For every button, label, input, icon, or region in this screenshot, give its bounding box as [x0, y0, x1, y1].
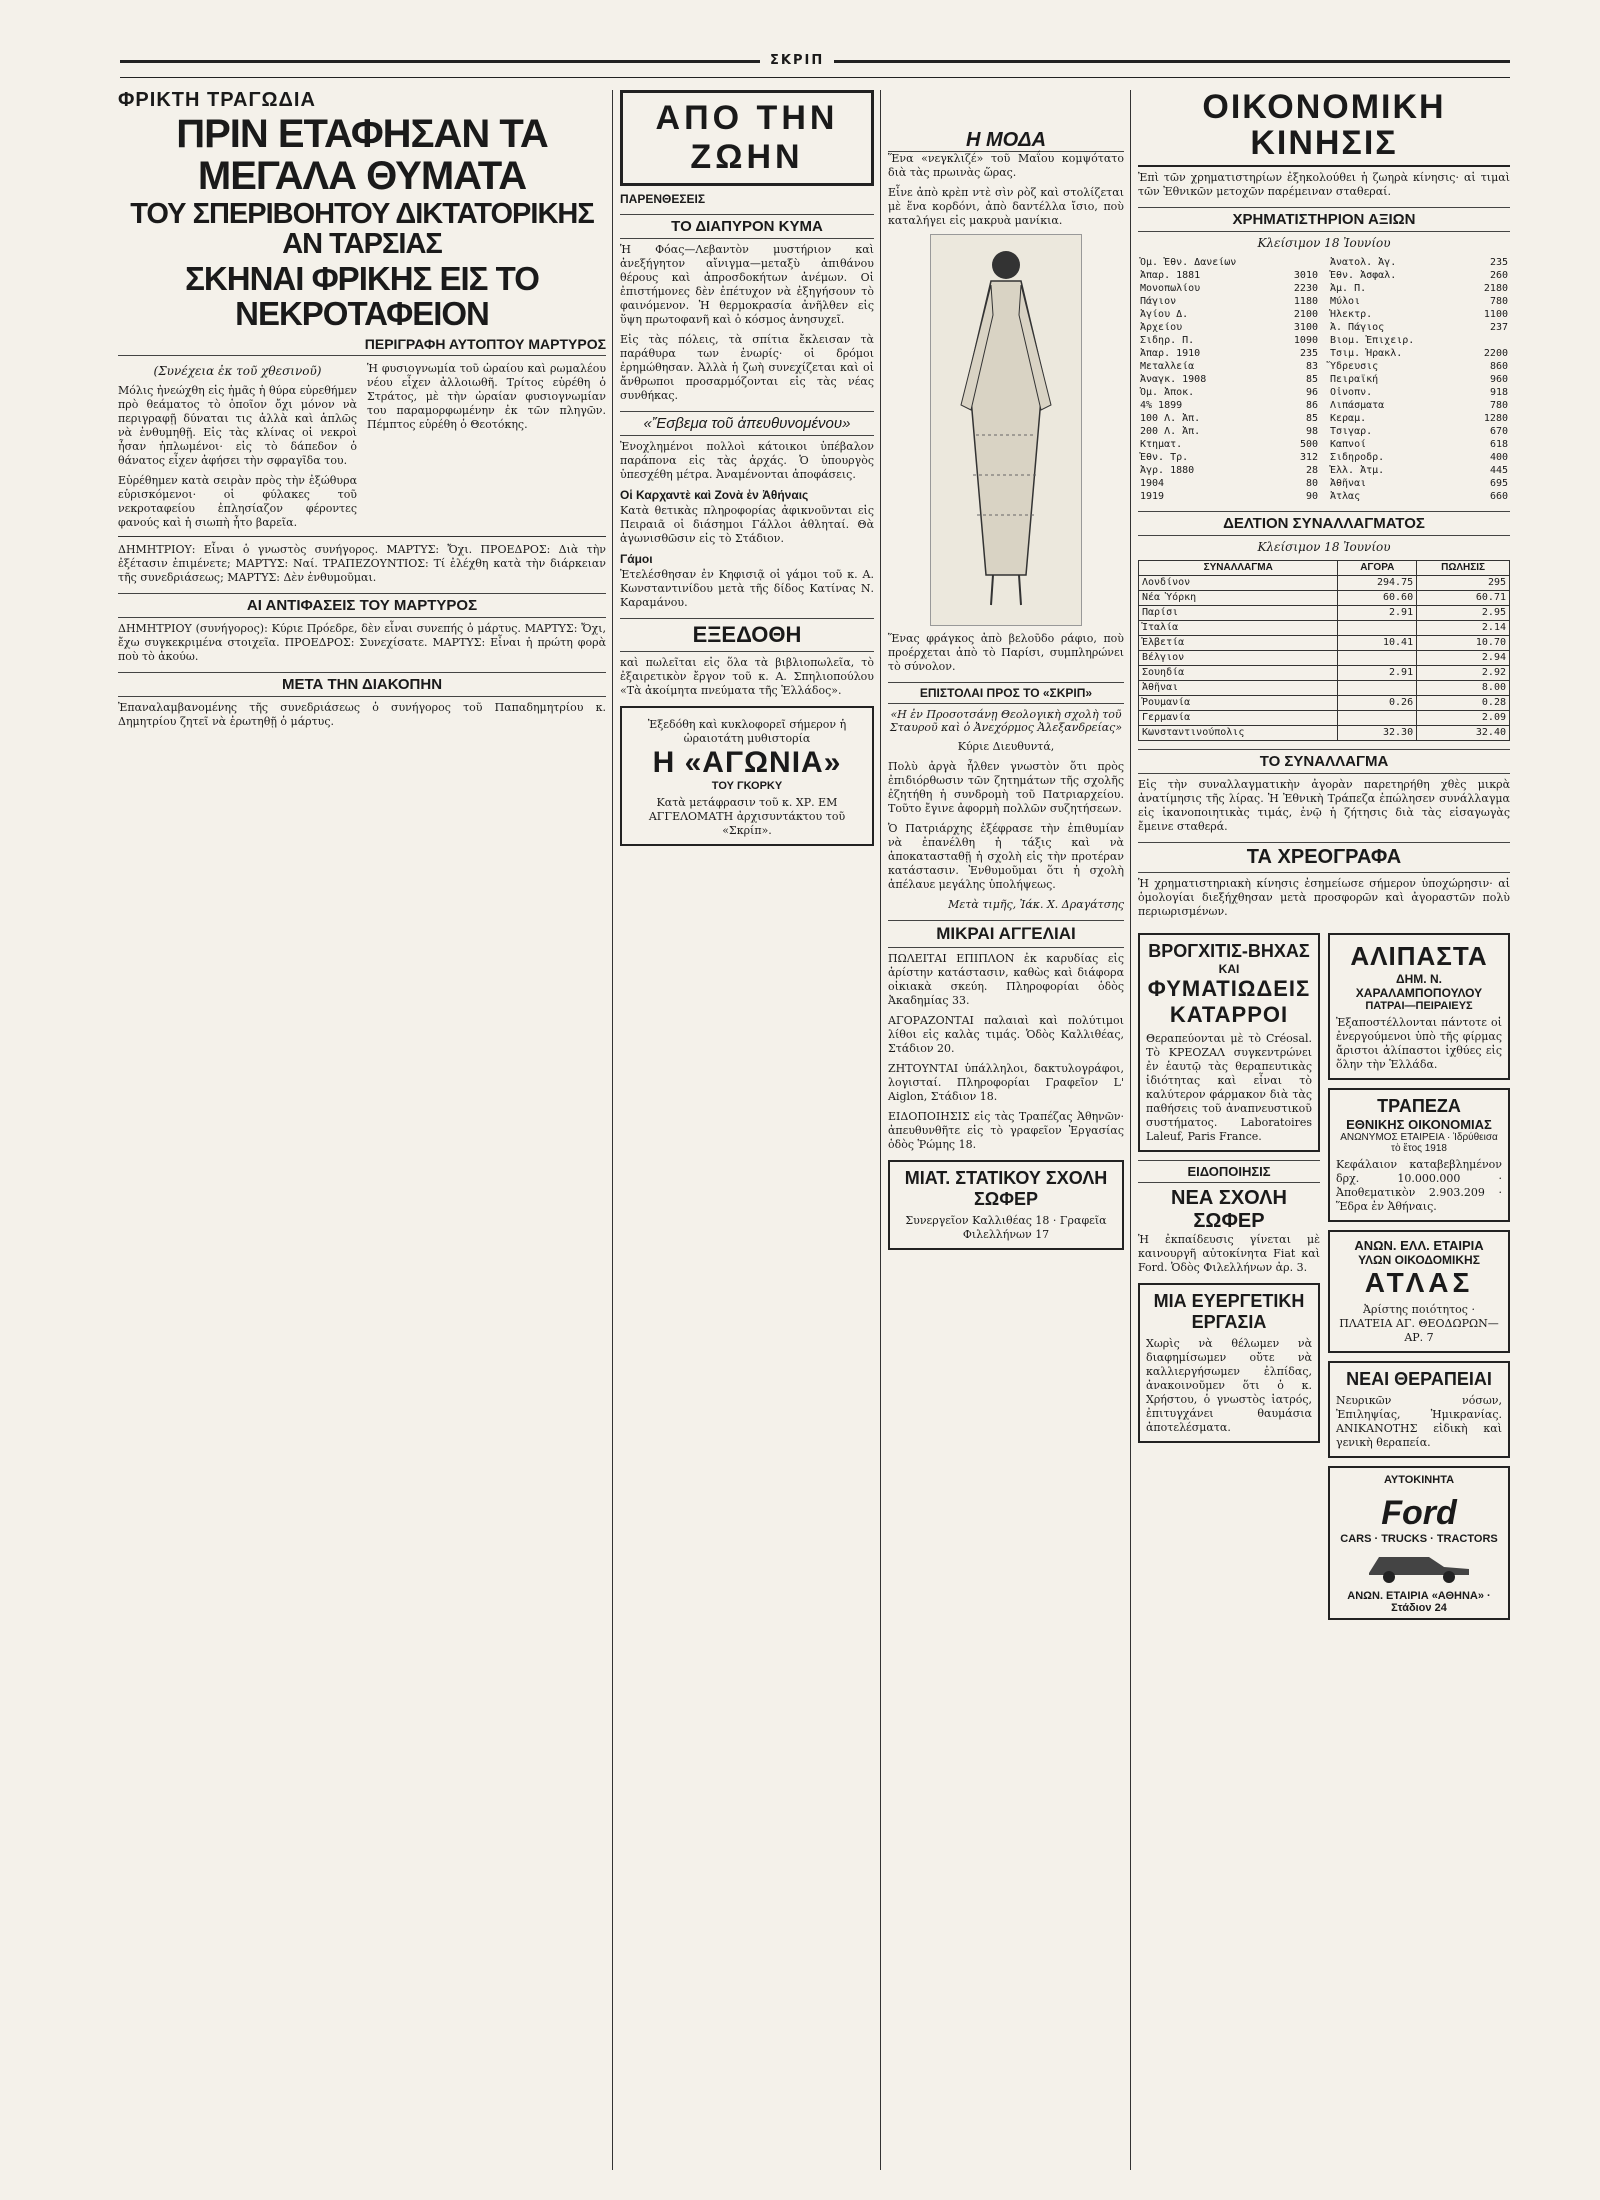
advert-title: ΑΝΩΝ. ΕΛΛ. ΕΤΑΙΡΙΑ	[1354, 1238, 1484, 1254]
driving-school-advert	[888, 1160, 1124, 1250]
masthead-rule	[120, 53, 1510, 78]
fx-row	[1139, 666, 1510, 681]
bourse-table-left	[1138, 256, 1320, 503]
quote-name: 100 Λ. Ἀπ.	[1140, 413, 1201, 425]
quote-value: 1100	[1483, 309, 1508, 321]
quote-row	[1328, 477, 1510, 490]
advert-subtitle: ΠΑΤΡΑΙ—ΠΕΙΡΑΙΕΥΣ	[1365, 1000, 1473, 1013]
advert-title: ΝΕΑΙ ΘΕΡΑΠΕΙΑΙ	[1346, 1369, 1492, 1390]
letter-text: Πολὺ ἀργὰ ἦλθεν γνωστὸν ὅτι πρὸς ἐπιδιόρθωσιν τῶν ζητημάτων τῆς σχολῆς ἐζητήθη ἡ συνδρομὴ τοῦ Πατριαρχείου. Τοῦτο ἔγινε ἀφορμὴ πολλῶν συζητήσεων.	[888, 760, 1124, 815]
quote-value: 3010	[1293, 270, 1318, 282]
fx-rate: 2.95	[1417, 606, 1510, 621]
quote-name: Ἀθῆναι	[1330, 478, 1367, 490]
quote-row	[1138, 256, 1320, 269]
advert-footer: Κατὰ μετάφρασιν τοῦ κ. ΧΡ. ΕΜ ΑΓΓΕΛΟΜΑΤΗ ἀρχισυντάκτου τοῦ «Σκρίπ».	[648, 796, 846, 837]
fashion-text: Ἕνας φράγκος ἀπὸ βελοῦδο ράφιο, ποὺ προέρχεται ἀπὸ τὸ Παρίσι, συμπληρώνει τὸ σύνολον.	[888, 632, 1124, 673]
classified-item: ΕΙΔΟΠΟΙΗΣΙΣ εἰς τὰς Τραπέζας Ἀθηνῶν· ἀπευθυνθῆτε εἰς τὸ γραφεῖον Ἐργασίας ὁδὸς Ῥώμης 18.	[888, 1110, 1124, 1151]
quote-value: 85	[1305, 374, 1318, 386]
fx-row	[1139, 606, 1510, 621]
quote-name: Καπνοί	[1330, 439, 1367, 451]
advert-text: Νευρικῶν νόσων, Ἐπιληψίας, Ἡμικρανίας. ΑΝΙΚΑΝΟΤΗΣ εἰδικὴ καὶ γενικὴ θεραπεία.	[1336, 1394, 1502, 1450]
quote-name: Ἀρχείου	[1140, 322, 1183, 334]
fx-rate: 2.91	[1338, 666, 1417, 681]
advert-subtitle: ΤΟΥ ΓΚΟΡΚΥ	[711, 780, 783, 792]
section-title-box: ΑΠΟ ΤΗΝ ΖΩΗΝ	[620, 90, 874, 186]
quote-name: 1904	[1140, 478, 1165, 490]
quote-row	[1138, 295, 1320, 308]
quote-value: 695	[1489, 478, 1508, 490]
quote-value: 28	[1305, 465, 1318, 477]
quote-value: 780	[1489, 400, 1508, 412]
advert-subtitle: ΥΛΩΝ ΟΙΚΟΔΟΜΙΚΗΣ	[1358, 1253, 1480, 1268]
quote-row	[1328, 360, 1510, 373]
trial-dialog: Ἐπαναλαμβανομένης τῆς συνεδριάσεως ὁ συνήγορος τοῦ Παπαδημητρίου κ. Δημητρίου ζητεῖ νὰ ἐρωτηθῇ ὁ μάρτυς.	[118, 700, 606, 728]
quote-row	[1328, 373, 1510, 386]
classified-item: ΠΩΛΕΙΤΑΙ ΕΠΙΠΛΟΝ ἐκ καρυδίας εἰς ἀρίστην κατάστασιν, καθὼς καὶ διάφορα οἰκιακὰ σκεύη. Πληροφορίαι ὁδὸς Ἀκαδημίας 33.	[888, 952, 1124, 1007]
quote-name: Σιδηρ. Π.	[1140, 335, 1195, 347]
quote-row	[1138, 347, 1320, 360]
column-rule	[1130, 90, 1131, 2170]
story-text: Ἐτελέσθησαν ἐν Κηφισιᾷ οἱ γάμοι τοῦ κ. Α. Κωνσταντινίδου μετὰ τῆς δίδος Κατίνας Ν. Καραμάνου.	[620, 568, 874, 609]
quote-name: Πάγιον	[1140, 296, 1177, 308]
quote-row	[1138, 412, 1320, 425]
quote-value: 80	[1305, 478, 1318, 490]
driving-school-text: Ἡ ἐκπαίδευσις γίνεται μὲ καινουργῆ αὐτοκίνητα Fiat καὶ Ford. Ὁδὸς Φιλελλήνων ἀρ. 3.	[1138, 1233, 1320, 1275]
quote-row	[1328, 282, 1510, 295]
fx-rate: 0.26	[1338, 696, 1417, 711]
letter-text: Ὁ Πατριάρχης ἐξέφρασε τὴν ἐπιθυμίαν νὰ ἐπανέλθη ἡ τάξις καὶ νὰ ἀποκατασταθῇ ἡ σχολὴ εἰς τὴν προτέραν κατάστασιν. Ἐνθυμοῦμαι ὅτι ἡ σχολὴ ἀπέλαυε μεγάλης ὑπολήψεως.	[888, 822, 1124, 891]
quote-value: 860	[1489, 361, 1508, 373]
quote-name: Ὁμ. Ἐθν. Δανείων	[1140, 257, 1237, 269]
lead-paragraph: Εὑρέθημεν κατὰ σειρὰν πρὸς τὴν ἐξώθυρα εὑρισκόμενοι· οἱ φύλακες τοῦ νεκροταφείου ἐπλησίαζον φέροντες φανούς καὶ ἡ σιωπὴ ἦτο βαρεῖα.	[118, 473, 357, 529]
masthead-title: ΣΚΡΙΠ	[760, 53, 834, 68]
quote-row	[1328, 308, 1510, 321]
quote-value: 90	[1305, 491, 1318, 503]
classified-item: ΖΗΤΟΥΝΤΑΙ ὑπάλληλοι, δακτυλογράφοι, λογισταί. Πληροφορίαι Γραφεῖον L' Aiglon, Στάδιον 18.	[888, 1062, 1124, 1103]
advert-subtitle: ΔΗΜ. Ν. ΧΑΡΑΛΑΜΠΟΠΟΥΛΟΥ	[1355, 972, 1483, 1001]
advert-title: ΤΡΑΠΕΖΑ	[1377, 1096, 1461, 1117]
quote-value: 445	[1489, 465, 1508, 477]
story-text: Ἐνοχλημένοι πολλοὶ κάτοικοι ὑπέβαλον παράπονα εἰς τὰς ἀρχάς. Ὁ ὑπουργὸς ὑπεσχέθη μέτρα. Ἀναμένονται ἀποφάσεις.	[620, 440, 874, 481]
fx-rate: 295	[1417, 576, 1510, 591]
quote-value: 1180	[1293, 296, 1318, 308]
quote-name: Κτηματ.	[1140, 439, 1183, 451]
fx-rate: 10.41	[1338, 636, 1417, 651]
advert-text: Θεραπεύονται μὲ τὸ Créosal. Τὸ ΚΡΕΟΖΑΛ συγκεντρώνει ἐν ἑαυτῷ τὰς θεραπευτικὰς ἰδιότητας καὶ εἶναι τὸ καλύτερον φάρμακον διὰ τὰς παθήσεις τοῦ ἀναπνευστικοῦ συστήματος. Laboratoires Laleuf, Paris France.	[1146, 1032, 1312, 1144]
story-text: Κατὰ θετικὰς πληροφορίας ἀφικνοῦνται εἰς Πειραιᾶ οἱ διάσημοι Γάλλοι ἀθληταί. Θὰ ἀγωνισθῶσιν εἰς τὸ Στάδιον.	[620, 504, 874, 545]
fx-heading: ΔΕΛΤΙΟΝ ΣΥΝΑΛΛΑΓΜΑΤΟΣ	[1138, 511, 1510, 536]
fx-currency: Ῥουμανία	[1139, 696, 1338, 711]
bourse-table-right	[1328, 256, 1510, 503]
quote-name: Ἀναγκ. 1908	[1140, 374, 1207, 386]
column-from-life	[620, 90, 874, 854]
car-icon	[1359, 1545, 1479, 1585]
quote-name: Ἀπαρ. 1910	[1140, 348, 1201, 360]
column-fashion-letters	[888, 130, 1124, 1258]
quote-name: Οἰνοπν.	[1330, 387, 1373, 399]
quote-value: 660	[1489, 491, 1508, 503]
fx-row	[1139, 726, 1510, 741]
fx-currency: Σουηδία	[1139, 666, 1338, 681]
column-rule	[612, 90, 613, 2170]
announcement-text: καὶ πωλεῖται εἰς ὅλα τὰ βιβλιοπωλεῖα, τὸ ἐξαιρετικὸν ἔργον τοῦ κ. Α. Σπηλιοπούλου «Τὰ ἀκοίμητα πνεύματα τῆς Ἑλλάδος».	[620, 656, 874, 697]
quote-name: 1919	[1140, 491, 1165, 503]
fx-rate	[1338, 651, 1417, 666]
fx-row	[1139, 636, 1510, 651]
quote-name: Τσιμ. Ἡρακλ.	[1330, 348, 1403, 360]
quote-row	[1138, 373, 1320, 386]
quote-row	[1138, 451, 1320, 464]
classified-item: ΑΓΟΡΑΖΟΝΤΑΙ παλαιαὶ καὶ πολύτιμοι λίθοι εἰς καλὰς τιμάς. Ὁδὸς Καλλιθέας, Στάδιον 20.	[888, 1014, 1124, 1055]
quote-name: Ὕδρευσις	[1330, 361, 1379, 373]
quote-row	[1138, 360, 1320, 373]
bonds-heading: ΤΑ ΧΡΕΟΓΡΑΦΑ	[1138, 842, 1510, 873]
fx-rate: 60.71	[1417, 591, 1510, 606]
fx-rate: 32.30	[1338, 726, 1417, 741]
fx-rate: 2.94	[1417, 651, 1510, 666]
section-heading: ΜΕΤΑ ΤΗΝ ΔΙΑΚΟΠΗΝ	[118, 672, 606, 697]
fx-currency: Λονδίνον	[1139, 576, 1338, 591]
bourse-date: Κλείσιμον 18 Ἰουνίου	[1257, 236, 1391, 251]
quote-name: Ἠλεκτρ.	[1330, 309, 1373, 321]
quote-value: 83	[1305, 361, 1318, 373]
fx-currency: Ἰταλία	[1139, 621, 1338, 636]
fx-rate	[1338, 681, 1417, 696]
quote-value: 618	[1489, 439, 1508, 451]
letter-greeting: Κύριε Διευθυντά,	[957, 740, 1055, 753]
quote-name: Ἀπαρ. 1881	[1140, 270, 1201, 282]
story-text: Ἡ Φόας—Λεβαντὸν μυστήριον καὶ ἀνεξήγητον αἴνιγμα—μεταξὺ ἀπιθάνου θέρους καὶ ἀπροσδοκήτων ἀνέμων. Οἱ ἐπιστήμονες δὲν ἐπέτυχον νὰ ἐξηγήσουν τὸ φαινόμενον. Ἡ θερμοκρασία ἀνῆλθεν εἰς ὕψη πρωτοφανῆ καὶ ὁ κόσμος ἀνησυχεῖ.	[620, 243, 874, 326]
alipasta-advert	[1328, 933, 1510, 1080]
quote-value: 500	[1299, 439, 1318, 451]
quote-name: Μεταλλεία	[1140, 361, 1195, 373]
therapy-advert	[1328, 1361, 1510, 1458]
quote-row	[1328, 399, 1510, 412]
bonds-text: Ἡ χρηματιστηριακὴ κίνησις ἐσημείωσε σήμερον ὑποχώρησιν· αἱ ὁμολογίαι διεξήχθησαν μετὰ προσφορῶν καὶ ἀγοραστῶν πολὺ περιωρισμένων.	[1138, 877, 1510, 919]
fx-currency: Γερμανία	[1139, 711, 1338, 726]
treatment-advert	[1138, 1283, 1320, 1443]
advert-title: ΒΡΟΓΧΙΤΙΣ-ΒΗΧΑΣ	[1148, 941, 1310, 962]
quote-row	[1138, 464, 1320, 477]
quote-name: Βιομ. Ἐπιχειρ.	[1330, 335, 1415, 347]
quote-name: Σιδηροδρ.	[1330, 452, 1385, 464]
quote-value: 780	[1489, 296, 1508, 308]
fx-rate: 2.91	[1338, 606, 1417, 621]
column-lead-story	[118, 90, 606, 735]
advert-title: ΑΛΙΠΑΣΤΑ	[1350, 941, 1488, 972]
fx-currency: Ἀθῆναι	[1139, 681, 1338, 696]
advert-intro: Ἐξεδόθη καὶ κυκλοφορεῖ σήμερον ἡ ὡραιοτάτη μυθιστορία	[647, 718, 847, 745]
advert-subtitle: CARS · TRUCKS · TRACTORS	[1340, 1533, 1498, 1546]
fx-row	[1139, 711, 1510, 726]
quote-value: 96	[1305, 387, 1318, 399]
quote-name: Ἀτλας	[1330, 491, 1361, 503]
fx-note: Εἰς τὴν συναλλαγματικὴν ἀγορὰν παρετηρήθη χθὲς μικρὰ ἀνατίμησις τῆς λίρας. Ἡ Ἐθνικὴ Τράπεζα ἐπώλησεν συνάλλαγμα εἰς ἱκανοποιητικὰς τιμάς, ἐνῷ ἡ ζήτησις διὰ τὰς εἰσαγωγὰς ἔμεινε σταθερά.	[1138, 778, 1510, 834]
fx-rate: 0.28	[1417, 696, 1510, 711]
quote-name: Πειραϊκή	[1330, 374, 1379, 386]
quote-row	[1328, 425, 1510, 438]
quote-value: 918	[1489, 387, 1508, 399]
lead-paragraph: Μόλις ἠνεώχθη εἰς ἡμᾶς ἡ θύρα εὐρεθήμεν πρὸ θεάματος τὸ ὁποῖον ὄχι μόνον νὰ περιγραφῇ δύναται τις ἀλλὰ καὶ ἁπλῶς νὰ ἐνθυμηθῇ. Εἰς τὰς κλίνας οἱ νεκροὶ ἦσαν ἠπλωμένοι· εἰς τὸ δάπεδον ὁ θάνατος εἶχεν ἀφήσει τὴν σφραγῖδα του.	[118, 383, 357, 467]
quote-name: Λιπάσματα	[1330, 400, 1385, 412]
fashion-text: Ἕνα «νεγκλιζέ» τοῦ Μαΐου κομψότατο διὰ τὰς πρωινὰς ὥρας.	[888, 152, 1124, 179]
quote-value: 3100	[1293, 322, 1318, 334]
quote-value: 400	[1489, 452, 1508, 464]
quote-row	[1138, 438, 1320, 451]
quote-name: Ἀμ. Π.	[1330, 283, 1367, 295]
fx-rate: 32.40	[1417, 726, 1510, 741]
story-heading: ΤΟ ΔΙΑΠΥΡΟΝ ΚΥΜΑ	[620, 214, 874, 239]
advert-text: Χωρὶς νὰ θέλωμεν νὰ διαφημίσωμεν οὔτε νὰ καλλιεργήσωμεν ἐλπίδας, ἀνακοινοῦμεν ὅτι ὁ κ. Χρήστου, ὁ γνωστὸς ἰατρός, ἐπιτυγχάνει θαυμάσια ἀποτελέσματα.	[1146, 1337, 1312, 1435]
advert-subtitle: ΕΘΝΙΚΗΣ ΟΙΚΟΝΟΜΙΑΣ	[1346, 1117, 1492, 1133]
fx-row	[1139, 591, 1510, 606]
quote-value: 85	[1305, 413, 1318, 425]
quote-row	[1328, 334, 1510, 347]
fx-table	[1138, 560, 1510, 741]
quote-row	[1328, 464, 1510, 477]
announcement-heading: ΕΞΕΔΟΘΗ	[620, 618, 874, 652]
fx-column-header: ΠΩΛΗΣΙΣ	[1417, 561, 1510, 576]
letters-heading: ΕΠΙΣΤΟΛΑΙ ΠΡΟΣ ΤΟ «ΣΚΡΙΠ»	[888, 682, 1124, 704]
quote-name: Τσιγαρ.	[1330, 426, 1373, 438]
fx-column-header: ΣΥΝΑΛΛΑΓΜΑ	[1139, 561, 1338, 576]
quote-row	[1328, 256, 1510, 269]
advert-footer: ΑΝΩΝ. ΕΤΑΙΡΙΑ «ΑΘΗΝΑ» · Στάδιον 24	[1347, 1590, 1491, 1615]
advert-title: Η «ΑΓΩΝΙΑ»	[652, 746, 842, 779]
letter-signature: Μετὰ τιμῆς, Ἰάκ. Χ. Δραγάτσης	[948, 898, 1124, 911]
bourse-heading: ΧΡΗΜΑΤΙΣΤΗΡΙΟΝ ΑΞΙΩΝ	[1138, 207, 1510, 232]
quote-row	[1138, 321, 1320, 334]
trial-dialog: ΔΗΜΗΤΡΙΟΥ (συνήγορος): Κύριε Πρόεδρε, δὲν εἶναι συνεπής ὁ μάρτυς. ΜΑΡΤΥΣ: Ὄχι, ἔχω συγκεκριμένα στοιχεῖα. ΠΡΟΕΔΡΟΣ: Συνεχίσατε. ΜΑΡΤΥΣ: Εἶναι ἡ πρώτη φορὰ ποὺ τὸ ἀκούω.	[118, 621, 606, 663]
advert-text: Ἀρίστης ποιότητος · ΠΛΑΤΕΙΑ ΑΓ. ΘΕΟΔΩΡΩΝ—ΑΡ. 7	[1339, 1303, 1499, 1345]
letter-subject: «Η ἐν Προσοτσάνῃ Θεολογικὴ σχολὴ τοῦ Σταυροῦ καὶ ὁ Ἀνεχόρμος Ἀλεξανδρείας»	[889, 708, 1123, 734]
fx-rate	[1338, 711, 1417, 726]
quote-value: 235	[1299, 348, 1318, 360]
story-heading: Οἱ Καρχαντὲ καὶ Ζονὰ ἐν Ἀθήναις	[620, 488, 809, 502]
continuation-note: (Συνέχεια ἐκ τοῦ χθεσινοῦ)	[153, 363, 322, 378]
quote-value: 1090	[1293, 335, 1318, 347]
lead-kicker: ΦΡΙΚΤΗ ΤΡΑΓΩΔΙΑ	[118, 89, 316, 111]
advert-text: Ἐξαποστέλλονται πάντοτε οἱ ἐνεργούμενοι ὑπὸ τῆς φίρμας ἄριστοι ἀλίπαστοι ἰχθύες εἰς ὅλην τὴν Ἑλλάδα.	[1336, 1016, 1502, 1072]
story-heading: «Ἔσβεμα τοῦ ἀπευθυνομένου»	[620, 411, 874, 436]
fashion-illustration	[930, 234, 1082, 626]
bank-advert	[1328, 1088, 1510, 1222]
quote-name: Ἀνατολ. Ἀγ.	[1330, 257, 1397, 269]
novel-advert	[620, 706, 874, 846]
advert-title: ΜΙΑ ΕΥΕΡΓΕΤΙΚΗ ΕΡΓΑΣΙΑ	[1153, 1291, 1305, 1333]
quote-name: Ἑλλ. Ἀτμ.	[1330, 465, 1385, 477]
fx-rate: 2.14	[1417, 621, 1510, 636]
quote-row	[1138, 269, 1320, 282]
driving-school-title: ΝΕΑ ΣΧΟΛΗ ΣΩΦΕΡ	[1171, 1187, 1287, 1233]
classifieds-heading: ΜΙΚΡΑΙ ΑΓΓΕΛΙΑΙ	[888, 920, 1124, 948]
fx-row	[1139, 681, 1510, 696]
fx-rate: 294.75	[1338, 576, 1417, 591]
lead-subhead: ΠΕΡΙΓΡΑΦΗ ΑΥΤΟΠΤΟΥ ΜΑΡΤΥΡΟΣ	[118, 337, 606, 356]
ford-logo-icon: Ford	[1381, 1494, 1457, 1533]
fx-rate: 2.09	[1417, 711, 1510, 726]
dress-figure-icon	[931, 235, 1081, 625]
quote-row	[1138, 399, 1320, 412]
quote-value	[1466, 334, 1510, 347]
quote-row	[1138, 477, 1320, 490]
quote-value: 312	[1299, 452, 1318, 464]
fashion-text: Εἶνε ἀπὸ κρὲπ ντὲ σὶν ρὸζ καὶ στολίζεται μὲ ἕνα κορδόνι, ἀπὸ δαντέλλα ἴσιο, ποὺ καταλήγει εἰς μακρυὰ μανίκια.	[888, 186, 1124, 227]
quote-row	[1138, 425, 1320, 438]
quote-row	[1328, 321, 1510, 334]
lead-headline-3: ΣΚΗΝΑΙ ΦΡΙΚΗΣ ΕΙΣ ΤΟ ΝΕΚΡΟΤΑΦΕΙΟΝ	[185, 259, 539, 332]
quote-name: Ἀγίου Δ.	[1140, 309, 1189, 321]
quote-row	[1328, 386, 1510, 399]
quote-row	[1138, 334, 1320, 347]
notice-heading: ΕΙΔΟΠΟΙΗΣΙΣ	[1138, 1160, 1320, 1183]
advert-title: ΦΥΜΑΤΙΩΔΕΙΣ ΚΑΤΑΡΡΟΙ	[1147, 976, 1311, 1028]
advert-title: ΑΤΛΑΣ	[1364, 1267, 1474, 1299]
quote-name: Ὀμ. Ἀποκ.	[1140, 387, 1195, 399]
advert-subtitle: ΑΝΩΝΥΜΟΣ ΕΤΑΙΡΕΙΑ · Ἱδρύθεισα τὸ ἔτος 1918	[1340, 1132, 1498, 1155]
quote-row	[1328, 347, 1510, 360]
advert-text: Συνεργεῖον Καλλιθέας 18 · Γραφεῖα Φιλελλήνων 17	[905, 1214, 1107, 1241]
fx-currency: Κωνσταντινούπολις	[1139, 726, 1338, 741]
fx-row	[1139, 651, 1510, 666]
quote-row	[1328, 438, 1510, 451]
quote-row	[1138, 282, 1320, 295]
fx-row	[1139, 576, 1510, 591]
fx-rate: 8.00	[1417, 681, 1510, 696]
quote-row	[1328, 269, 1510, 282]
column-rule	[880, 90, 881, 2170]
quote-row	[1138, 386, 1320, 399]
quote-name: Κεραμ.	[1330, 413, 1367, 425]
quote-value: 670	[1489, 426, 1508, 438]
quote-name: 4% 1899	[1140, 400, 1183, 412]
column-economy	[1138, 90, 1510, 1628]
quote-name: 200 Λ. Ἀπ.	[1140, 426, 1201, 438]
atlas-advert	[1328, 1230, 1510, 1353]
quote-value: 1280	[1483, 413, 1508, 425]
lead-headline-1: ΠΡΙΝ ΕΤΑΦΗΣΑΝ ΤΑ ΜΕΓΑΛΑ ΘΥΜΑΤΑ	[176, 112, 548, 198]
quote-value: 237	[1489, 322, 1508, 334]
fx-currency: Ἑλβετία	[1139, 636, 1338, 651]
fx-currency: Νέα Ὑόρκη	[1139, 591, 1338, 606]
economy-intro: Ἐπὶ τῶν χρηματιστηρίων ἐξηκολούθει ἡ ζωηρὰ κίνησις· αἱ τιμαὶ τῶν Ἐθνικῶν μετοχῶν παρέμειναν σταθεραί.	[1138, 171, 1510, 199]
quote-value: 235	[1489, 257, 1508, 269]
fx-rate: 10.70	[1417, 636, 1510, 651]
ford-advert	[1328, 1466, 1510, 1620]
fx-rate: 60.60	[1338, 591, 1417, 606]
quote-name: Ἐθν. Τρ.	[1140, 452, 1189, 464]
quote-value: 2100	[1293, 309, 1318, 321]
fx-header-row	[1139, 561, 1510, 576]
quote-row	[1328, 295, 1510, 308]
story-heading: Γάμοι	[620, 552, 653, 566]
quote-value: 2180	[1483, 283, 1508, 295]
quote-row	[1328, 412, 1510, 425]
economy-title: ΟΙΚΟΝΟΜΙΚΗ ΚΙΝΗΣΙΣ	[1138, 90, 1510, 167]
lead-headline-2: ΤΟΥ ΣΠΕΡΙΒΟΗΤΟΥ ΔΙΚΤΑΤΟΡΙΚΗΣ ΑΝ ΤΑΡΣΙΑΣ	[130, 198, 594, 261]
quote-name: Ἀ. Πάγιος	[1330, 322, 1385, 334]
quote-value: 2200	[1483, 348, 1508, 360]
quote-row	[1328, 451, 1510, 464]
fx-row	[1139, 696, 1510, 711]
quote-value: 86	[1305, 400, 1318, 412]
lead-paragraph: Ἡ φυσιογνωμία τοῦ ὡραίου καὶ ρωμαλέου νέου εἶχεν ἀλλοιωθῆ. Τρίτος εὑρέθη ὁ Στράτος, μὲ τὴν ὡραίαν φυσιογνωμίαν του παραμορφωμένην ἐκ τῶν πληγῶν. Πέμπτος εὑρέθη ὁ Θεοτόκης.	[367, 361, 606, 431]
fx-currency: Παρίσι	[1139, 606, 1338, 621]
fx-row	[1139, 621, 1510, 636]
fx-rate	[1338, 621, 1417, 636]
advert-title: ΜΙΑΤ. ΣΤΑΤΙΚΟΥ ΣΧΟΛΗ ΣΩΦΕΡ	[904, 1168, 1108, 1209]
fx-column-header: ΑΓΟΡΑ	[1338, 561, 1417, 576]
quote-name: Ἀγρ. 1880	[1140, 465, 1195, 477]
column-label: ΠΑΡΕΝΘΕΣΕΙΣ	[620, 192, 706, 206]
quote-row	[1328, 490, 1510, 503]
section-heading: ΑΙ ΑΝΤΙΦΑΣΕΙΣ ΤΟΥ ΜΑΡΤΥΡΟΣ	[118, 593, 606, 618]
trial-dialog: ΔΗΜΗΤΡΙΟΥ: Εἶναι ὁ γνωστὸς συνήγορος. ΜΑΡΤΥΣ: Ὄχι. ΠΡΟΕΔΡΟΣ: Διὰ τὴν ἐξέτασιν ἐπιμένετε; ΜΑΡΤΥΣ: Ναί. ΤΡΑΠΕΖΟΥΝΤΙΟΣ: Τί ἐλέχθη κατὰ τὴν διάρκειαν τῆς συνεδριάσεως; ΜΑΡΤΥΣ: Δὲν ἐνθυμοῦμαι.	[118, 542, 606, 584]
quote-value	[1280, 256, 1320, 269]
story-text: Εἰς τὰς πόλεις, τὰ σπίτια ἔκλεισαν τὰ παράθυρα των ἐνωρίς· οἱ δρόμοι ἐρημώθησαν. Ἀλλὰ ἡ ζωὴ συνεχίζεται καὶ οἱ ἄνθρωποι προσαρμόζονται εἰς τὰς νέας συνθήκας.	[620, 333, 874, 402]
fashion-heading: Η ΜΟΔΑ	[888, 130, 1124, 152]
advert-title: ΚΑΙ	[1218, 962, 1240, 977]
quote-row	[1138, 490, 1320, 503]
quote-row	[1138, 308, 1320, 321]
quote-name: Ἐθν. Ἀσφαλ.	[1330, 270, 1397, 282]
quote-name: Μύλοι	[1330, 296, 1361, 308]
quote-value: 2230	[1293, 283, 1318, 295]
quote-value: 960	[1489, 374, 1508, 386]
fx-date: Κλείσιμον 18 Ἰουνίου	[1257, 540, 1391, 555]
quote-value: 98	[1305, 426, 1318, 438]
quote-name: Μονοπωλίου	[1140, 283, 1201, 295]
advert-subtitle: ΑΥΤΟΚΙΝΗΤΑ	[1383, 1474, 1455, 1487]
fx-note-heading: ΤΟ ΣΥΝΑΛΛΑΓΜΑ	[1138, 749, 1510, 774]
fx-currency: Βέλγιον	[1139, 651, 1338, 666]
advert-text: Κεφάλαιον καταβεβλημένον δρχ. 10.000.000 · Ἀποθεματικὸν 2.903.209 · Ἕδρα ἐν Ἀθήναις.	[1336, 1158, 1502, 1214]
fx-rate: 2.92	[1417, 666, 1510, 681]
creosal-advert	[1138, 933, 1320, 1152]
quote-value: 260	[1489, 270, 1508, 282]
